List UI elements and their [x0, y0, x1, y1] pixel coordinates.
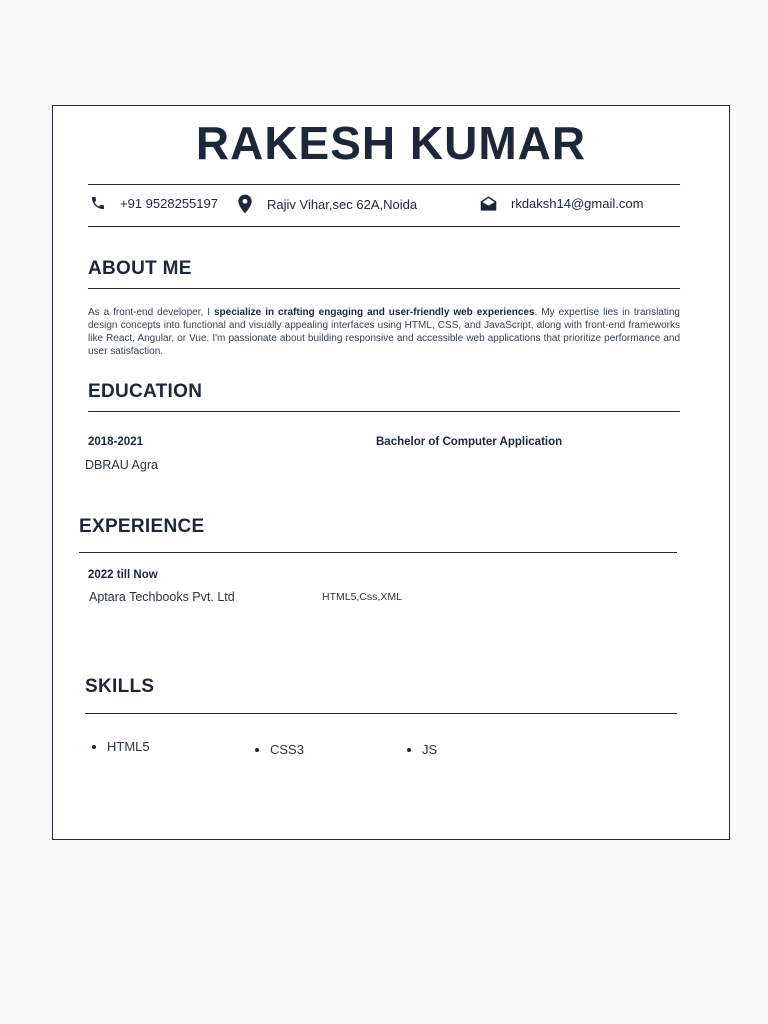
contact-top-divider	[88, 184, 680, 185]
skills-divider	[85, 713, 677, 714]
phone-icon	[90, 195, 106, 211]
skill-item-css3	[255, 742, 304, 757]
contact-address	[237, 194, 417, 214]
envelope-icon	[480, 196, 497, 211]
about-text	[88, 306, 680, 358]
about-text-rest: . My expertise lies in translating design concepts into functional and visually appealing interfaces using HTML, CSS, and JavaScript, along with front-end frameworks like React, Angular, or Vue. I'm passionate about building responsive and accessible web applications that prioritize performance and user satisfaction.	[88, 307, 680, 357]
skills-heading: SKILLS	[85, 676, 155, 697]
resume-page	[52, 105, 730, 840]
skill-item-js	[407, 742, 437, 757]
experience-divider	[79, 552, 677, 553]
skill-label: HTML5	[107, 739, 150, 754]
experience-period: 2022 till Now	[88, 569, 158, 581]
location-pin-icon	[237, 194, 253, 214]
bullet-icon	[255, 748, 259, 752]
skill-item-html5	[92, 739, 150, 754]
phone-number: +91 9528255197	[120, 195, 218, 211]
address-text: Rajiv Vihar,sec 62A,Noida	[267, 196, 418, 212]
education-years: 2018-2021	[88, 436, 143, 448]
experience-tech: HTML5,Css,XML	[322, 591, 402, 603]
experience-company: Aptara Techbooks Pvt. Ltd	[89, 590, 235, 604]
contact-phone	[90, 195, 218, 211]
skill-label: JS	[422, 742, 438, 757]
contact-bottom-divider	[88, 226, 680, 227]
about-text-highlight: specialize in crafting engaging and user-friendly web experiences	[213, 307, 535, 318]
education-institution: DBRAU Agra	[85, 458, 158, 472]
about-divider	[88, 288, 680, 289]
education-degree: Bachelor of Computer Application	[376, 436, 563, 448]
contact-email	[480, 196, 643, 211]
bullet-icon	[92, 745, 96, 749]
email-text: rkdaksh14@gmail.com	[511, 196, 644, 211]
experience-heading: EXPERIENCE	[79, 516, 205, 537]
skill-label: CSS3	[270, 742, 304, 757]
about-heading: ABOUT ME	[88, 258, 192, 279]
bullet-icon	[407, 748, 411, 752]
education-divider	[88, 411, 680, 412]
about-text-intro: As a front-end developer, I	[88, 307, 214, 318]
candidate-name: RAKESH KUMAR	[195, 117, 587, 169]
education-heading: EDUCATION	[88, 381, 203, 402]
